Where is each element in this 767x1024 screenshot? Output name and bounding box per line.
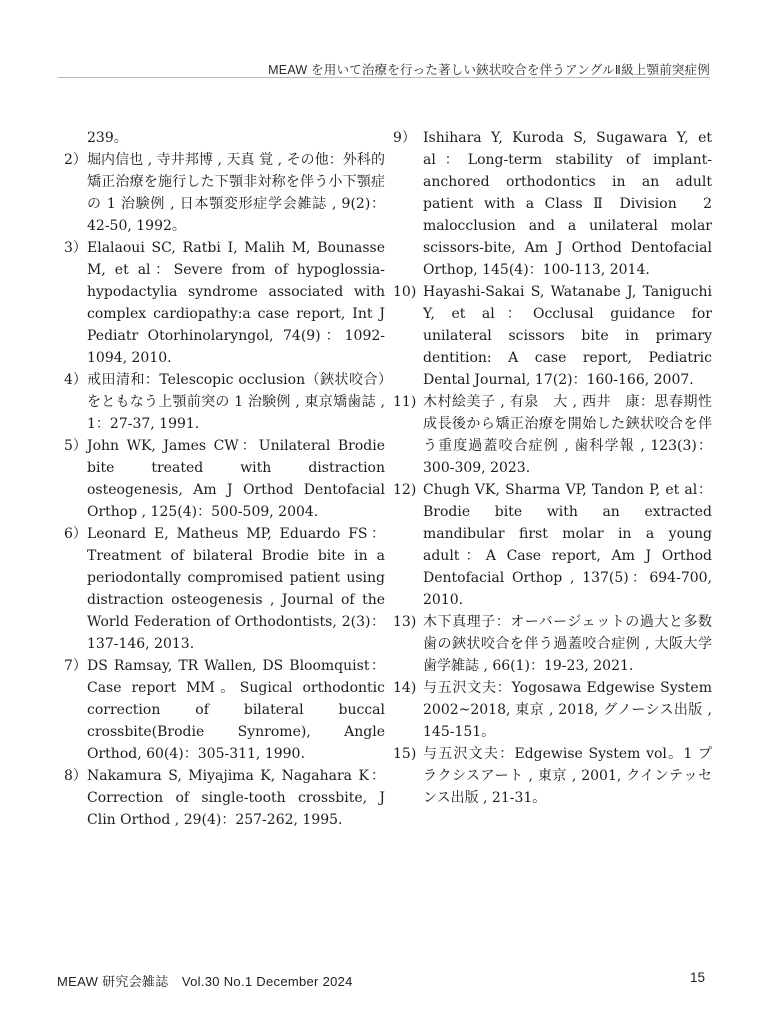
reference-item-5 [64,435,385,523]
reference-number: 15) [393,746,417,762]
reference-text: 木下真理子：オーバージェットの過大と多数歯の鋏状咬合を伴う過蓋咬合症例 , 大阪大学歯学雑誌 , 66(1)：19-23, 2021. [423,614,712,674]
reference-text: 木村絵美子 , 有泉 大 , 西井 康：思春期性成長後から矯正治療を開始した鋏状咬合を伴う重度過蓋咬合症例 , 歯科学報 , 123(3)：300-309, 2023. [423,394,712,476]
reference-number: 4） [64,372,87,388]
reference-number: 10) [393,284,417,300]
reference-number: 7） [64,658,87,674]
reference-number: 12) [393,482,417,498]
reference-text: Elalaoui SC, Ratbi I, Malih M, Bounasse M, et al：Severe from of hypoglossia-hypodactylia syndrome associated with complex cardiopathy:a case report, Int J Pediatr Otorhinolaryngol, 74(9)：1092-1094, 2010. [87,240,385,366]
reference-number: 13) [393,614,417,630]
reference-text: 与五沢文夫：Edgewise System vol。1 プラクシスアート , 東京 , 2001, クインテッセンス出版 , 21-31。 [423,746,712,806]
reference-continuation-line: 239。 [87,130,128,146]
reference-text: 与五沢文夫：Yogosawa Edgewise System 2002~2018, 東京 , 2018, グノーシス出版 , 145-151。 [423,680,712,740]
reference-item-15 [393,743,712,809]
references-column-right [393,127,712,809]
reference-number: 3） [64,240,87,256]
footer-page-number: 15 [689,970,705,985]
reference-text: Ishihara Y, Kuroda S, Sugawara Y, et al：Long-term stability of implant-anchored orthodontics in an adult patient with a Class Ⅱ Division 2 malocclusion and a unilateral molar scissors-bite, Am J Orthod Dentofacial Orthop, 145(4)：100-113, 2014. [423,130,712,278]
references-column-left [64,127,385,831]
reference-text: Chugh VK, Sharma VP, Tandon P, et al：Brodie bite with an extracted mandibular first molar in a young adult：A Case report, Am J Orthod Dentofacial Orthop , 137(5)：694-700, 2010. [423,482,712,608]
reference-text: 戒田清和：Telescopic occlusion（鋏状咬合）をともなう上顎前突の 1 治験例 , 東京矯歯誌 , 1：27-37, 1991. [87,372,385,432]
reference-item-7 [64,655,385,765]
footer-journal-info: MEAW 研究会雑誌 Vol.30 No.1 December 2024 [57,974,353,989]
reference-item-10 [393,281,712,391]
reference-item-13 [393,611,712,677]
reference-text: 堀内信也 , 寺井邦博 , 天真 覚 , その他：外科的矯正治療を施行した下顎非対称を伴う小下顎症の 1 治験例 , 日本顎変形症学会雑誌 , 9(2)：42-50, 1992。 [87,152,385,234]
reference-item-4 [64,369,385,435]
reference-text: Nakamura S, Miyajima K, Nagahara K：Correction of single-tooth crossbite, J Clin Orthod , 29(4)：257-262, 1995. [87,768,385,828]
reference-text: John WK, James CW：Unilateral Brodie bite treated with distraction osteogenesis, Am J Orthod Dentofacial Orthop , 125(4)：500-509, 2004. [87,438,385,520]
reference-item-11 [393,391,712,479]
reference-number: 6） [64,526,87,542]
reference-number: 2） [64,152,87,168]
reference-number: 14) [393,680,417,696]
reference-number: 9） [393,130,416,146]
reference-text: DS Ramsay, TR Wallen, DS Bloomquist：Case report MM。Sugical orthodontic correction of bilateral buccal crossbite(Brodie Synrome), Angle Orthod, 60(4)：305-311, 1990. [87,658,385,762]
reference-item-8 [64,765,385,831]
reference-item-9 [393,127,712,281]
reference-number: 11) [393,394,417,410]
reference-item-14 [393,677,712,743]
reference-text: Hayashi-Sakai S, Watanabe J, Taniguchi Y, et al：Occlusal guidance for unilateral scissors bite in primary dentition: A case report, Pediatric Dental Journal, 17(2)：160-166, 2007. [423,284,712,388]
header-rule [58,77,710,78]
reference-number: 8） [64,768,87,784]
reference-item-6 [64,523,385,655]
reference-item-3 [64,237,385,369]
reference-text: Leonard E, Matheus MP, Eduardo FS：Treatment of bilateral Brodie bite in a periodontally compromised patient using distraction osteogenesis , Journal of the World Federation of Orthodontists, 2(3)：137-146, 2013. [87,526,385,652]
running-head-title: MEAW を用いて治療を行った著しい鋏状咬合を伴うアングルⅡ級上顎前突症例 [268,63,710,77]
reference-item-2 [64,149,385,237]
reference-item-12 [393,479,712,611]
reference-number: 5） [64,438,87,454]
